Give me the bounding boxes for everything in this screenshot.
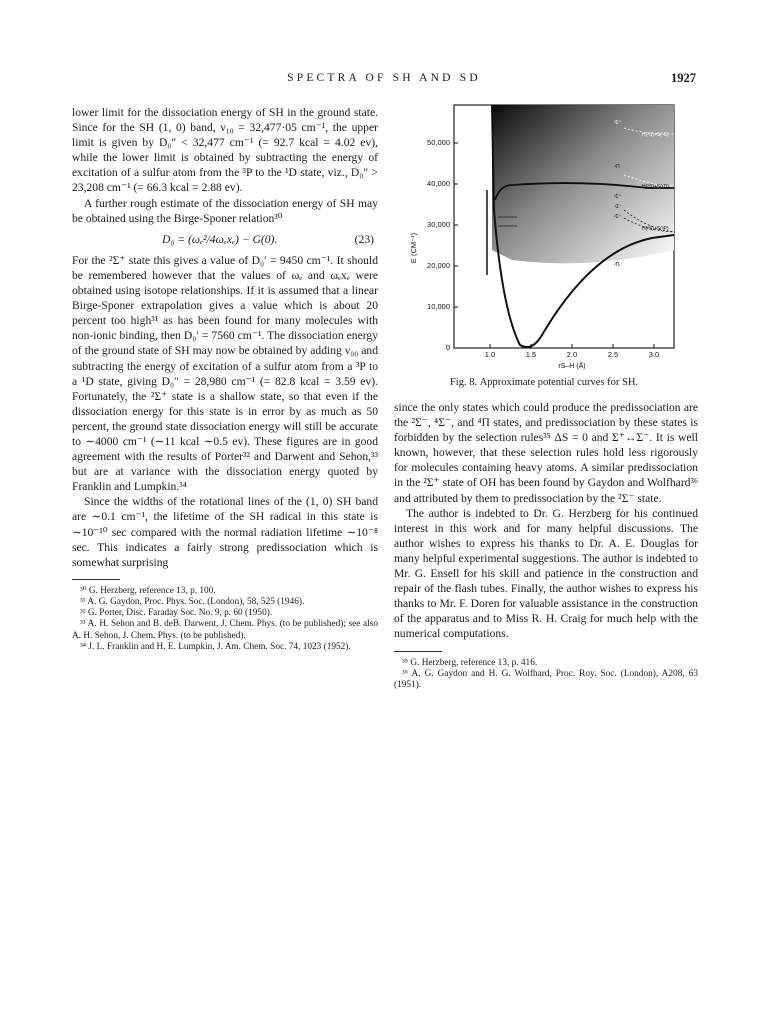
x-axis-label: rS–H (Å) <box>558 363 586 370</box>
x-tick-label: 2.5 <box>607 350 619 359</box>
footnotes <box>394 658 698 692</box>
paragraph: Since the widths of the rotational lines of the (1, 0) SH band are ∼0.1 cm⁻¹, the lifetime of the SH radical in this state is ∼10⁻¹⁰ sec compared with the normal radiation lifetime ∼10⁻⁸ sec. This indicates a fairly strong predissociation which is somewhat surprising <box>72 495 378 569</box>
y-axis <box>427 138 458 352</box>
right-column <box>394 400 698 691</box>
y-tick-label: 50,000 <box>427 138 450 147</box>
footnote: ³⁰ G. Herzberg, reference 13, p. 100. <box>80 585 216 596</box>
curve-label: H(²S)+S(³P) <box>642 226 669 232</box>
y-axis-label: E (CM⁻¹) <box>409 232 418 264</box>
caption-label: Fig. 8. <box>449 377 478 388</box>
curve-label: ²Πᵢ <box>614 262 621 268</box>
footnote: ³² G. Porter, Disc. Faraday Soc. No. 9, p. 60 (1950). <box>80 608 273 619</box>
footnote: ³¹ A. G. Gaydon, Proc. Phys. Soc. (London), 58, 525 (1946). <box>80 597 305 608</box>
x-tick-label: 2.0 <box>566 350 578 359</box>
potential-curve-plot <box>392 100 696 372</box>
left-column <box>72 105 378 653</box>
x-tick-label: 1.5 <box>525 350 537 359</box>
curve-label: ⁴Π <box>614 164 620 170</box>
paragraph: A further rough estimate of the dissociation energy of SH may be obtained using the Birge-Sponer relation³⁰ <box>72 196 378 225</box>
y-tick-label: 40,000 <box>427 179 450 188</box>
footnote: ³⁶ A. G. Gaydon and H. G. Wolfhard, Proc. Roy. Soc. (London), A208, 63 (1951). <box>394 668 698 690</box>
page-number: 1927 <box>671 71 696 85</box>
footnote-rule <box>394 651 442 652</box>
curve-label: H(²S)+S(¹D) <box>642 184 669 190</box>
equation-number: (23) <box>354 232 374 246</box>
footnote-rule <box>72 579 120 580</box>
running-head <box>72 72 696 90</box>
footnotes <box>72 586 378 653</box>
y-tick-label: 20,000 <box>427 261 450 270</box>
caption-text: Approximate potential curves for SH. <box>479 377 639 388</box>
paragraph: The author is indebted to Dr. G. Herzberg for his continued interest in this work and for many helpful discussions. The author wishes to express his thanks to Dr. A. E. Douglas for many helpful experimental suggestions. The author is indebted to Mr. G. Ensell for his skill and patience in the construction and repair of the flash tubes. Finally, the author wishes to express his thanks to Mr. F. Doren for valuable assistance in the construction of the apparatus and to Miss R. H. Craig for much help with the numerical computations. <box>394 506 698 641</box>
y-tick-label: 10,000 <box>427 302 450 311</box>
figure <box>392 100 696 400</box>
running-title: SPECTRA OF SH AND SD <box>287 72 481 84</box>
paragraph: lower limit for the dissociation energy of SH in the ground state. Since for the SH (1, 0) band, ν₁₀ = 32,477·05 cm⁻¹, the upper limit is given by D₀″ < 32,477 cm⁻¹ (= 92.7 kcal = 4.02 ev), while the lower limit is obtained by subtracting the energy of excitation of a sulfur atom from the ³P to the ¹D state, viz., D₀″ > 23,208 cm⁻¹ (= 66.3 kcal = 2.88 ev). <box>72 106 378 195</box>
x-tick-label: 3.0 <box>648 350 660 359</box>
paragraph: For the ²Σ⁺ state this gives a value of D₀′ = 9450 cm⁻¹. It should be remembered however that the values of ωₑ and ωₑxₑ were obtained using isotope relationships. If it is assumed that a linear Birge-Sponer extrapolation gives a value which is about 20 percent too high³¹ as has been found for many molecules with non-ionic binding, then D₀′ = 7560 cm⁻¹. The dissociation energy of the ground state of SH may now be obtained by adding ν₀₀ and subtracting the energy of excitation of a sulfur atom from a ³P to a ¹D state, giving D₀″ = 28,980 cm⁻¹ (= 82.8 kcal = 3.59 ev). Fortunately, the ²Σ⁺ state is a shallow state, so that even if the dissociation energy for this state is in error by as much as 50 percent, the ground state dissociation energy will still be accurate to ∼4000 cm⁻¹ (∼11 kcal ∼0.5 ev). These figures are in good agreement with the results of Porter³² and Darwent and Sehon,³³ but are at variance with the dissociation energy quoted by Franklin and Lumpkin.³⁴ <box>72 253 378 494</box>
footnote: ³³ A. H. Sehon and B. deB. Darwent, J. Chem. Phys. (to be published); see also A. H. Sehon, J. Chem. Phys. (to be published). <box>72 619 378 641</box>
curve-label: ²Σ⁺ <box>614 194 622 200</box>
y-tick-label: 0 <box>445 343 450 352</box>
paragraph: since the only states which could produce the predissociation are the ²Σ⁻, ⁴Σ⁻, and ⁴Π states, and predissociation by these states is forbidden by the selection rules³⁵ ΔS = 0 and Σ⁺↔Σ⁻. It is well known, however, that these selection rules hold less rigorously for molecules containing heavy atoms. A similar predissociation in the ²Σ⁺ state of OH has been found by Gaydon and Wolfhard³⁶ and attributed by them to predissociation by the ²Σ⁻ state. <box>394 401 698 505</box>
equation-body: D₀ = (ωₑ²/4ωₑxₑ) − G(0). <box>162 232 278 246</box>
x-tick-label: 1.0 <box>484 350 496 359</box>
footnote: ³⁵ G. Herzberg, reference 13, p. 416. <box>402 657 538 668</box>
y-tick-label: 30,000 <box>427 220 450 229</box>
curve-label: ²Σ⁺ <box>614 120 622 126</box>
curve-label: ²Σ⁻ <box>614 214 622 220</box>
curve-label: H(²S)+S(¹S) <box>642 132 669 138</box>
equation <box>72 226 378 253</box>
footnote: ³⁴ J. L. Franklin and H. E. Lumpkin, J. Am. Chem. Soc. 74, 1023 (1952). <box>80 641 351 652</box>
curve-label: ⁴Σ⁻ <box>614 204 622 210</box>
figure-caption <box>392 377 696 388</box>
